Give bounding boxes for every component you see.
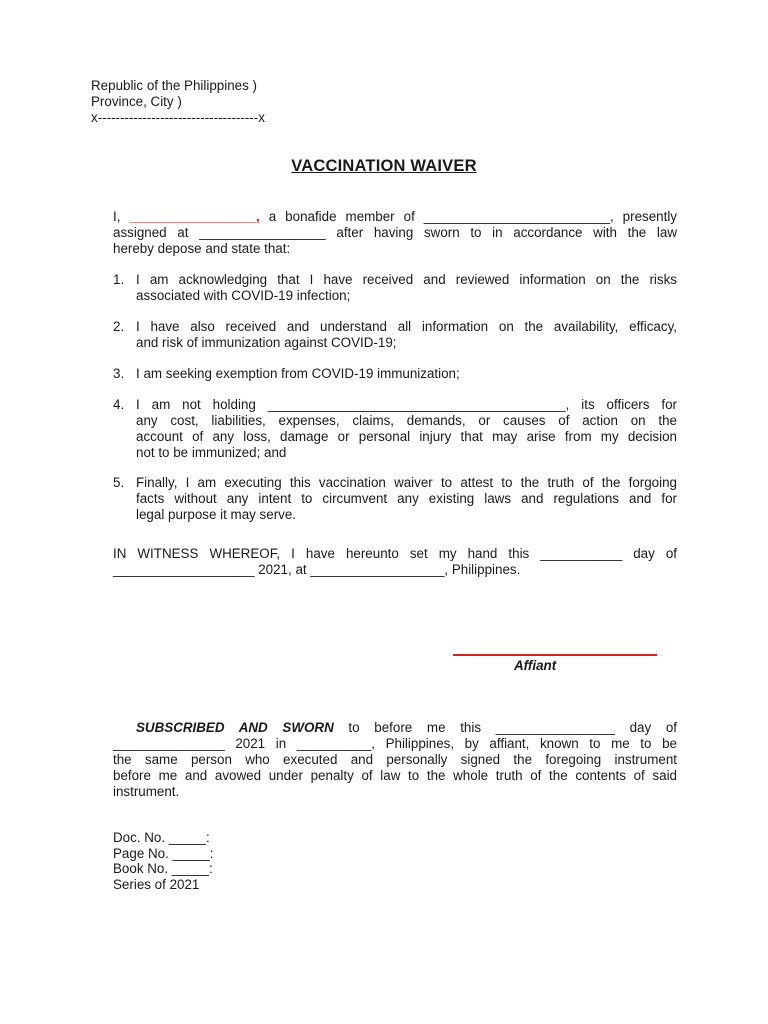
item-5-number: 5. xyxy=(113,475,125,490)
jurat-line-1 xyxy=(113,720,677,736)
venue-republic: Republic of the Philippines ) xyxy=(91,78,257,93)
item-3-line-1: I am seeking exemption from COVID-19 immunization; xyxy=(136,366,460,381)
affiant-name-blank: _________________, xyxy=(129,209,260,224)
item-4-line-4: not to be immunized; and xyxy=(136,445,287,460)
item-4-line-3: account of any loss, damage or personal injury that may arise from my decision xyxy=(136,429,677,444)
page-no: Page No. _____: xyxy=(113,846,214,861)
doc-no: Doc. No. _____: xyxy=(113,830,210,845)
intro-prefix: I, xyxy=(113,209,130,224)
intro-line-3: hereby depose and state that: xyxy=(113,241,291,256)
jurat-line-3: the same person who executed and personally signed the foregoing instrument xyxy=(113,752,677,767)
affiant-label: Affiant xyxy=(514,658,557,673)
item-5-line-1: Finally, I am executing this vaccination waiver to attest to the truth of the forgoing xyxy=(136,475,677,490)
intro-line-1-rest: a bonafide member of _________________________, presently xyxy=(259,209,677,224)
item-5-line-2: facts without any intent to circumvent any existing laws and regulations and for xyxy=(136,491,677,506)
jurat-line-2: _______________ 2021 in __________, Philippines, by affiant, known to me to be xyxy=(113,736,677,751)
document-title: VACCINATION WAIVER xyxy=(291,157,477,175)
jurat-line-4: before me and avowed under penalty of law to the whole truth of the contents of said xyxy=(113,768,677,783)
item-1-number: 1. xyxy=(113,272,125,287)
item-2-line-2: and risk of immunization against COVID-19; xyxy=(136,335,397,350)
jurat-line-1-rest: to before me this ________________ day of xyxy=(333,720,678,735)
book-no: Book No. _____: xyxy=(113,861,213,876)
witness-line-2: ___________________ 2021, at __________________, Philippines. xyxy=(113,562,521,577)
venue-separator: x------------------------------------x xyxy=(91,110,265,125)
item-5-line-3: legal purpose it may serve. xyxy=(136,507,297,522)
venue-province: Province, City ) xyxy=(91,94,182,109)
intro-line-1 xyxy=(113,209,677,225)
item-3-number: 3. xyxy=(113,366,125,381)
intro-line-2: assigned at _________________ after having sworn to in accordance with the law xyxy=(113,225,677,240)
witness-line-1: IN WITNESS WHEREOF, I have hereunto set my hand this ___________ day of xyxy=(113,546,677,561)
item-4-line-1: I am not holding ________________________________________, its officers for xyxy=(136,397,677,412)
affiant-signature-line xyxy=(453,654,657,656)
item-2-number: 2. xyxy=(113,319,125,334)
jurat-lead: SUBSCRIBED AND SWORN xyxy=(136,720,334,735)
item-1-line-2: associated with COVID-19 infection; xyxy=(136,288,351,303)
series: Series of 2021 xyxy=(113,877,200,892)
item-1-line-1: I am acknowledging that I have received and reviewed information on the risks xyxy=(136,272,677,287)
item-4-line-2: any cost, liabilities, expenses, claims, demands, or causes of action on the xyxy=(136,413,677,428)
jurat-line-5: instrument. xyxy=(113,784,180,799)
item-2-line-1: I have also received and understand all information on the availability, efficacy, xyxy=(136,319,677,334)
item-4-number: 4. xyxy=(113,397,125,412)
